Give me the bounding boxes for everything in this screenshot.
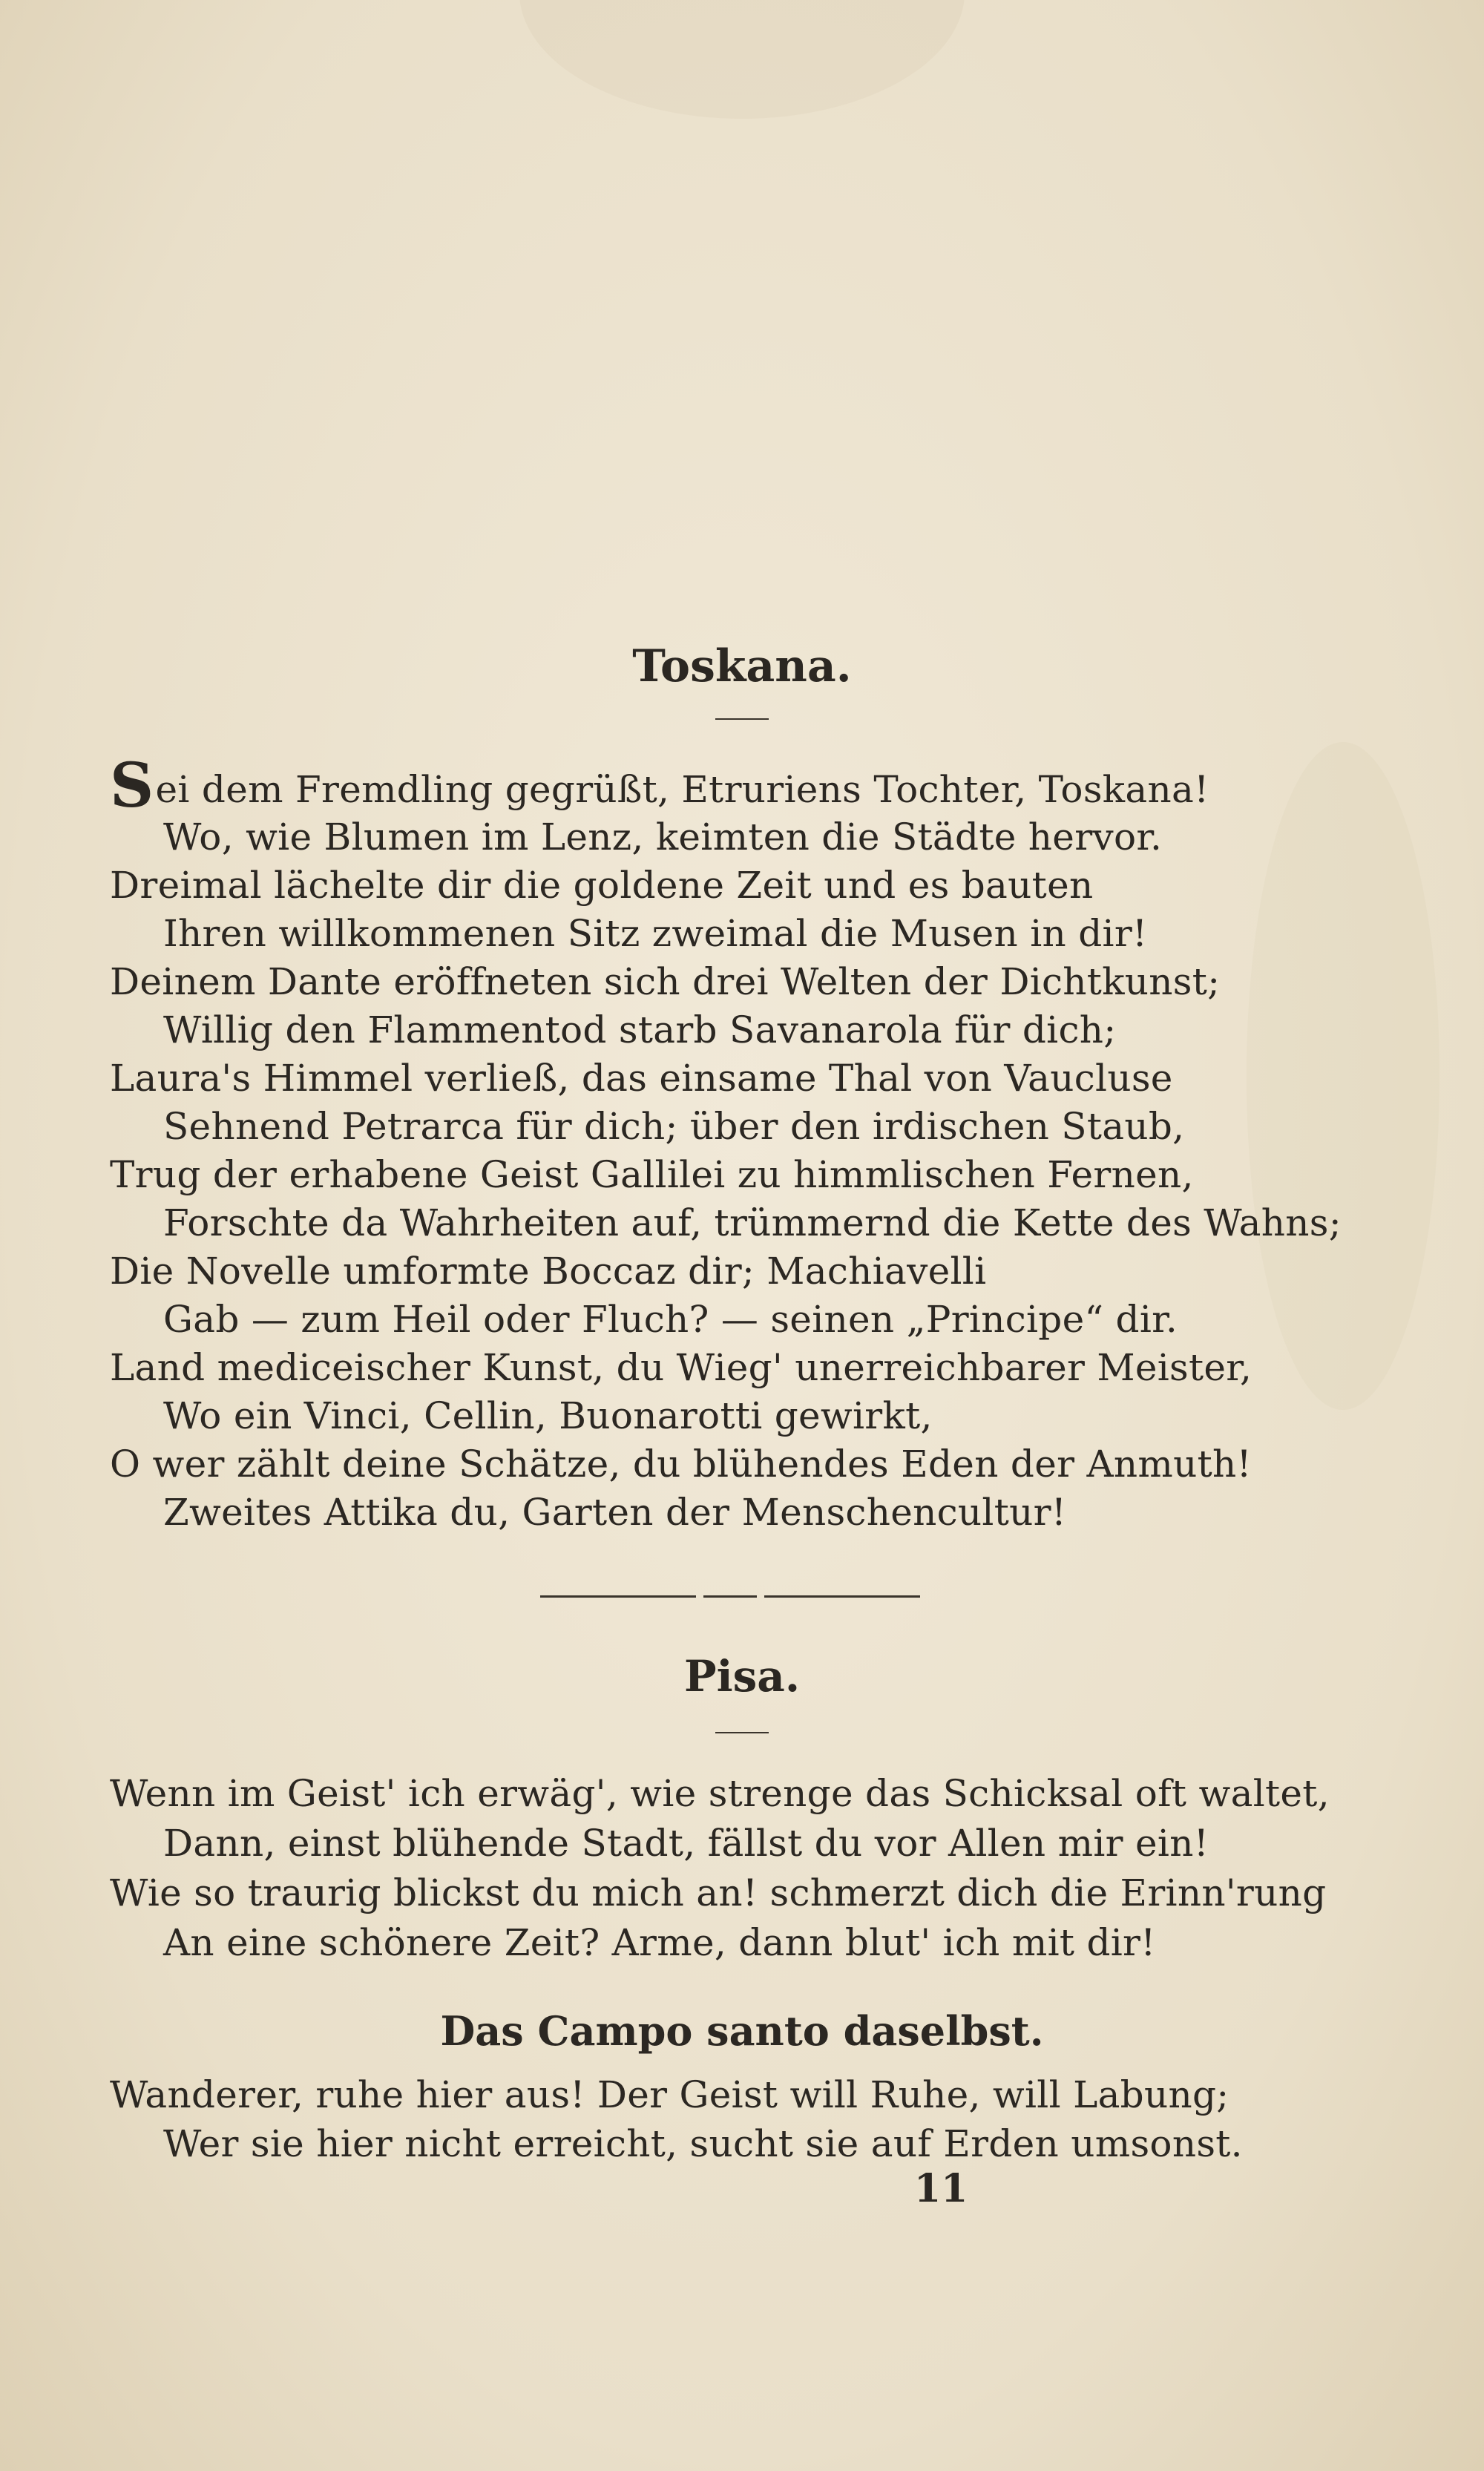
- paper-stain: [1247, 742, 1439, 1410]
- page-number: 11: [914, 2166, 968, 2211]
- poem-line: Forschte da Wahrheiten auf, trümmernd die Kette des Wahns;: [163, 1201, 1342, 1244]
- poem-line: Wo ein Vinci, Cellin, Buonarotti gewirkt,: [163, 1394, 933, 1437]
- poem-line: Sehnend Petrarca für dich; über den irdischen Staub,: [163, 1105, 1185, 1148]
- section-divider: [764, 1595, 920, 1598]
- poem-line: Ihren willkommenen Sitz zweimal die Musen in dir!: [163, 912, 1148, 955]
- title-rule: [715, 1732, 769, 1733]
- paper-stain: [519, 0, 965, 119]
- poem-line: Wo, wie Blumen im Lenz, keimten die Städte hervor.: [163, 816, 1163, 859]
- poem-line: O wer zählt deine Schätze, du blühendes Eden der Anmuth!: [110, 1443, 1252, 1486]
- poem-line: An eine schönere Zeit? Arme, dann blut' ich mit dir!: [163, 1921, 1156, 1964]
- section-title-pisa: Pisa.: [683, 1651, 801, 1702]
- poem-line: Dreimal lächelte dir die goldene Zeit und es bauten: [110, 864, 1094, 907]
- poem-line: Trug der erhabene Geist Gallilei zu himmlischen Fernen,: [110, 1153, 1194, 1196]
- poem-line: Zweites Attika du, Garten der Menschencultur!: [163, 1491, 1067, 1534]
- poem-line: Gab — zum Heil oder Fluch? — seinen „Principe“ dir.: [163, 1298, 1178, 1341]
- poem-line: Dann, einst blühende Stadt, fällst du vor Allen mir ein!: [163, 1822, 1209, 1865]
- poem-line: Wer sie hier nicht erreicht, sucht sie auf Erden umsonst.: [163, 2122, 1243, 2165]
- poem-line: Wenn im Geist' ich erwäg', wie strenge das Schicksal oft waltet,: [110, 1772, 1330, 1815]
- poem-line: Deinem Dante eröffneten sich drei Welten der Dichtkunst;: [110, 960, 1221, 1003]
- section-divider: [540, 1595, 696, 1598]
- poem-line: Wie so traurig blickst du mich an! schmerzt dich die Erinn'rung: [110, 1871, 1327, 1914]
- poem-line: Willig den Flammentod starb Savanarola für dich;: [163, 1008, 1117, 1051]
- poem-line: Wanderer, ruhe hier aus! Der Geist will Ruhe, will Labung;: [110, 2073, 1229, 2116]
- drop-cap: S: [110, 750, 154, 821]
- poem-line: Die Novelle umformte Boccaz dir; Machiavelli: [110, 1250, 987, 1293]
- section-title-toskana: Toskana.: [632, 640, 852, 692]
- section-divider: [703, 1595, 757, 1598]
- poem-line: Sei dem Fremdling gegrüßt, Etruriens Tochter, Toskana!: [110, 750, 1209, 821]
- title-rule: [715, 718, 769, 720]
- poem-line: Land mediceischer Kunst, du Wieg' unerreichbarer Meister,: [110, 1346, 1252, 1389]
- poem-line: Laura's Himmel verließ, das einsame Thal von Vaucluse: [110, 1057, 1173, 1100]
- section-title-campo-santo: Das Campo santo daselbst.: [440, 2007, 1044, 2055]
